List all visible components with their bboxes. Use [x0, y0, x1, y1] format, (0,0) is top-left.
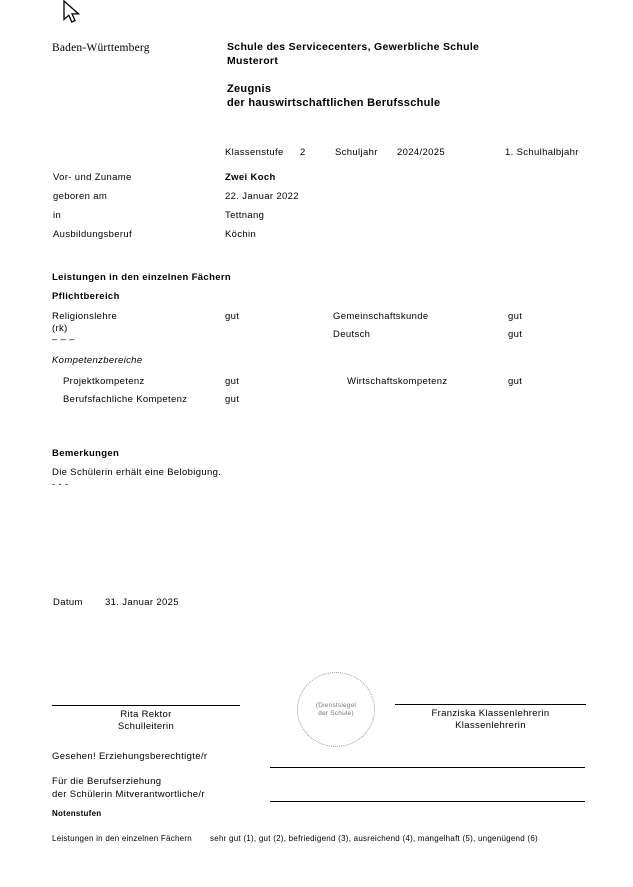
school-name-line2: Musterort: [227, 54, 279, 67]
document-title-line1: Zeugnis: [227, 83, 272, 95]
guardian-label: Gesehen! Erziehungsberechtigte/r: [52, 751, 208, 762]
religion-label: Religionslehre: [52, 311, 118, 322]
school-stamp-text: [316, 702, 356, 718]
signature-right-role: Klassenlehrerin: [455, 720, 526, 732]
signature-line-right: [395, 704, 586, 705]
date-value: 31. Januar 2025: [105, 597, 179, 608]
notenstufen-title: Notenstufen: [52, 809, 102, 818]
pflichtbereich-title: Pflichtbereich: [52, 291, 120, 302]
scale-label: Leistungen in den einzelnen Fächern: [52, 834, 192, 843]
deutsch-grade: gut: [508, 329, 523, 340]
region-label: Baden-Württemberg: [52, 42, 150, 54]
date-label: Datum: [53, 597, 83, 608]
signature-left-role: Schulleiterin: [117, 721, 175, 733]
klassenstufe-label: Klassenstufe: [225, 147, 284, 158]
remarks-text: Die Schülerin erhält eine Belobigung.: [52, 467, 222, 478]
remarks-title: Bemerkungen: [52, 448, 120, 459]
deutsch-label: Deutsch: [333, 329, 371, 340]
guardian-signature-line: [270, 767, 585, 768]
schuljahr-value: 2024/2025: [397, 147, 446, 158]
berufsfachliche-kompetenz-grade: gut: [225, 394, 240, 405]
religion-sub-label: (rk): [52, 322, 68, 334]
birthplace-label: in: [53, 210, 62, 221]
wirtschaftskompetenz-grade: gut: [508, 376, 523, 387]
klassenstufe-value: 2: [300, 147, 306, 158]
beruf-label: Ausbildungsberuf: [53, 229, 133, 240]
gemeinschaftskunde-grade: gut: [508, 311, 523, 322]
religion-dashes: – – –: [52, 334, 75, 345]
mouse-cursor-icon: [59, 0, 83, 26]
kompetenzbereiche-title: Kompetenzbereiche: [52, 355, 143, 366]
born-label: geboren am: [53, 191, 108, 202]
name-value: Zwei Koch: [225, 172, 276, 183]
wirtschaftskompetenz-label: Wirtschaftskompetenz: [347, 376, 448, 387]
subject-religion: [52, 311, 117, 346]
document-title: [227, 82, 440, 110]
projektkompetenz-grade: gut: [225, 376, 240, 387]
scale-values: sehr gut (1), gut (2), befriedigend (3), ausreichend (4), mangelhaft (5), ungenügend (6): [210, 834, 538, 843]
schulhalbjahr-value: 1. Schulhalbjahr: [505, 147, 579, 158]
school-name-line1: Schule des Servicecenters, Gewerbliche Schule: [227, 41, 480, 53]
school-stamp: [297, 672, 375, 747]
beruf-value: Köchin: [225, 229, 257, 240]
projektkompetenz-label: Projektkompetenz: [63, 376, 145, 387]
responsible-signature-line: [270, 801, 585, 802]
gemeinschaftskunde-label: Gemeinschaftskunde: [333, 311, 429, 322]
grades-section-title: Leistungen in den einzelnen Fächern: [52, 272, 232, 283]
signature-right-name: Franziska Klassenlehrerin: [431, 708, 550, 719]
responsible-label-line1: Für die Berufserziehung: [52, 776, 162, 787]
responsible-label: [52, 775, 205, 801]
signature-line-left: [52, 705, 240, 706]
signature-left-name: Rita Rektor: [120, 709, 172, 720]
responsible-label-line2: der Schülerin Mitverantwortliche/r: [52, 789, 205, 800]
document-title-line2: der hauswirtschaftlichen Berufsschule: [227, 97, 441, 109]
stamp-line1: (Dienstsiegel: [315, 701, 357, 709]
school-name: [227, 41, 479, 68]
birthplace-value: Tettnang: [225, 210, 265, 221]
remarks-dashes: - - -: [52, 479, 69, 490]
name-label: Vor- und Zuname: [53, 172, 132, 183]
born-value: 22. Januar 2022: [225, 191, 299, 202]
signature-left: [52, 709, 240, 734]
berufsfachliche-kompetenz-label: Berufsfachliche Kompetenz: [63, 394, 188, 405]
religion-grade: gut: [225, 311, 240, 322]
stamp-line2: der Schule): [318, 709, 354, 717]
signature-right: [395, 708, 586, 733]
schuljahr-label: Schuljahr: [335, 147, 378, 158]
